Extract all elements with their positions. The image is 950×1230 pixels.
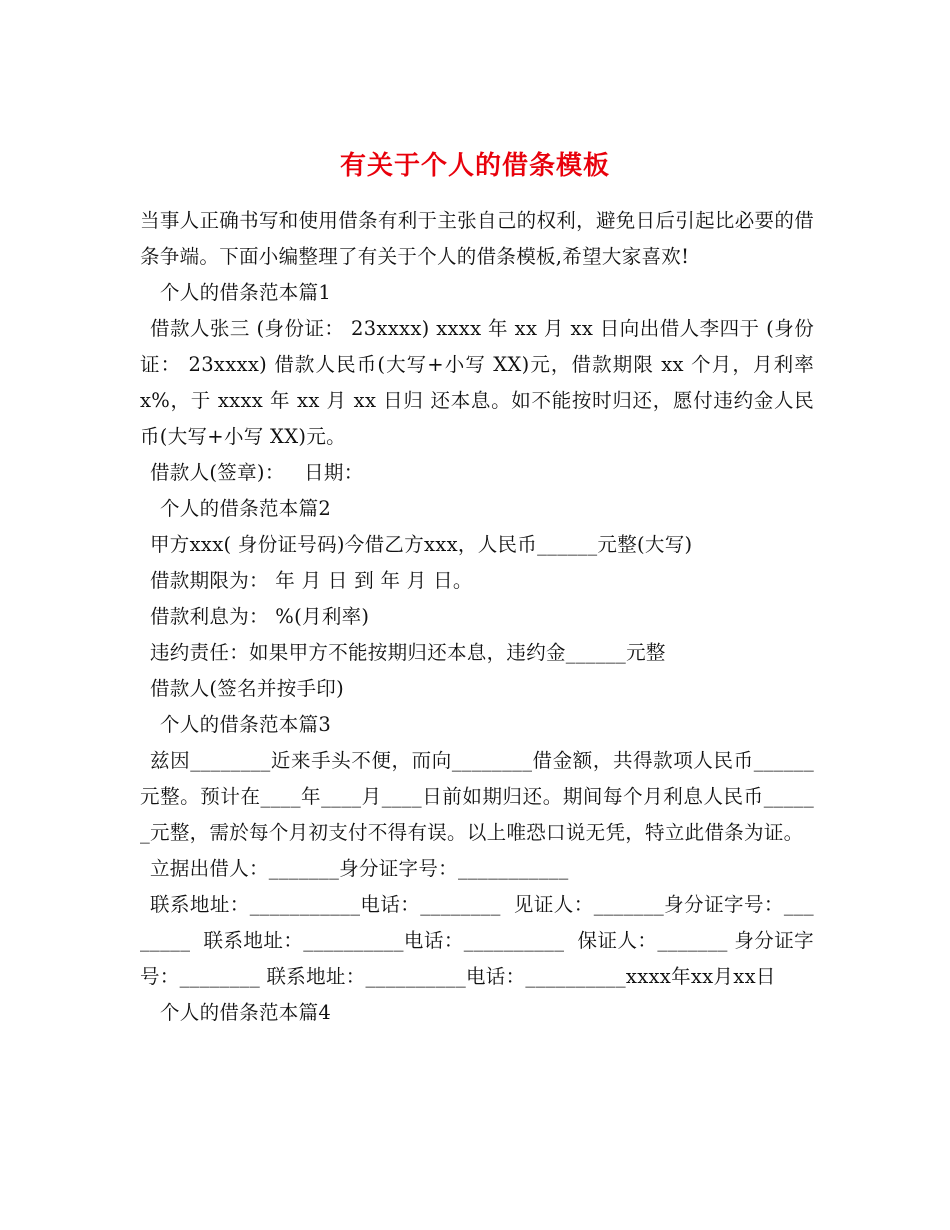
sample-3-contacts: 联系地址：___________电话：________ 见证人：_______身分证字号：________ 联系地址：__________电话：__________ 保证人：_______ 身分证字号：________ 联系地址：__________电话：__________xxxx年xx月xx日 bbox=[140, 893, 814, 988]
sample-2-line-1: 甲方xxx( 身份证号码)今借乙方xxx，人民币______元整(大写) bbox=[150, 533, 693, 556]
sample-2-line-2: 借款期限为： 年 月 日 到 年 月 日。 bbox=[150, 569, 473, 592]
document-title: 有关于个人的借条模板 bbox=[339, 151, 610, 182]
sample-2-line-5: 借款人(签名并按手印) bbox=[150, 677, 345, 700]
section-heading-2: 个人的借条范本篇2 bbox=[160, 497, 332, 520]
sample-3-lender-line: 立据出借人：_______身分证字号：___________ bbox=[150, 857, 569, 880]
sample-2-line-4: 违约责任：如果甲方不能按期归还本息，违约金______元整 bbox=[150, 641, 666, 664]
sample-1-signature: 借款人(签章)： 日期： bbox=[150, 461, 364, 484]
section-heading-1: 个人的借条范本篇1 bbox=[160, 281, 332, 304]
section-heading-4: 个人的借条范本篇4 bbox=[160, 1001, 332, 1024]
sample-1-body: 借款人张三 (身份证： 23xxxx) xxxx 年 xx 月 xx 日向出借人李四于 (身份证： 23xxxx) 借款人民币(大写+小写 XX)元，借款期限 xx 个月，月利率 x%，于 xxxx 年 xx 月 xx 日归 还本息。如不能按时归还，愿付违约金人民币(大写+小写 XX)元。 bbox=[140, 317, 821, 448]
sample-2-line-3: 借款利息为： %(月利率) bbox=[150, 605, 370, 628]
section-heading-3: 个人的借条范本篇3 bbox=[160, 713, 332, 736]
intro-paragraph: 当事人正确书写和使用借条有利于主张自己的权利，避免日后引起比必要的借条争端。下面小编整理了有关于个人的借条模板,希望大家喜欢! bbox=[140, 209, 814, 268]
sample-3-body: 兹因________近来手头不便，而向________借金额，共得款项人民币______元整。预计在____年____月____日前如期归还。期间每个月利息人民币______元整，需於每个月初支付不得有误。以上唯恐口说无凭，特立此借条为证。 bbox=[140, 749, 814, 844]
document-body bbox=[140, 203, 821, 1031]
